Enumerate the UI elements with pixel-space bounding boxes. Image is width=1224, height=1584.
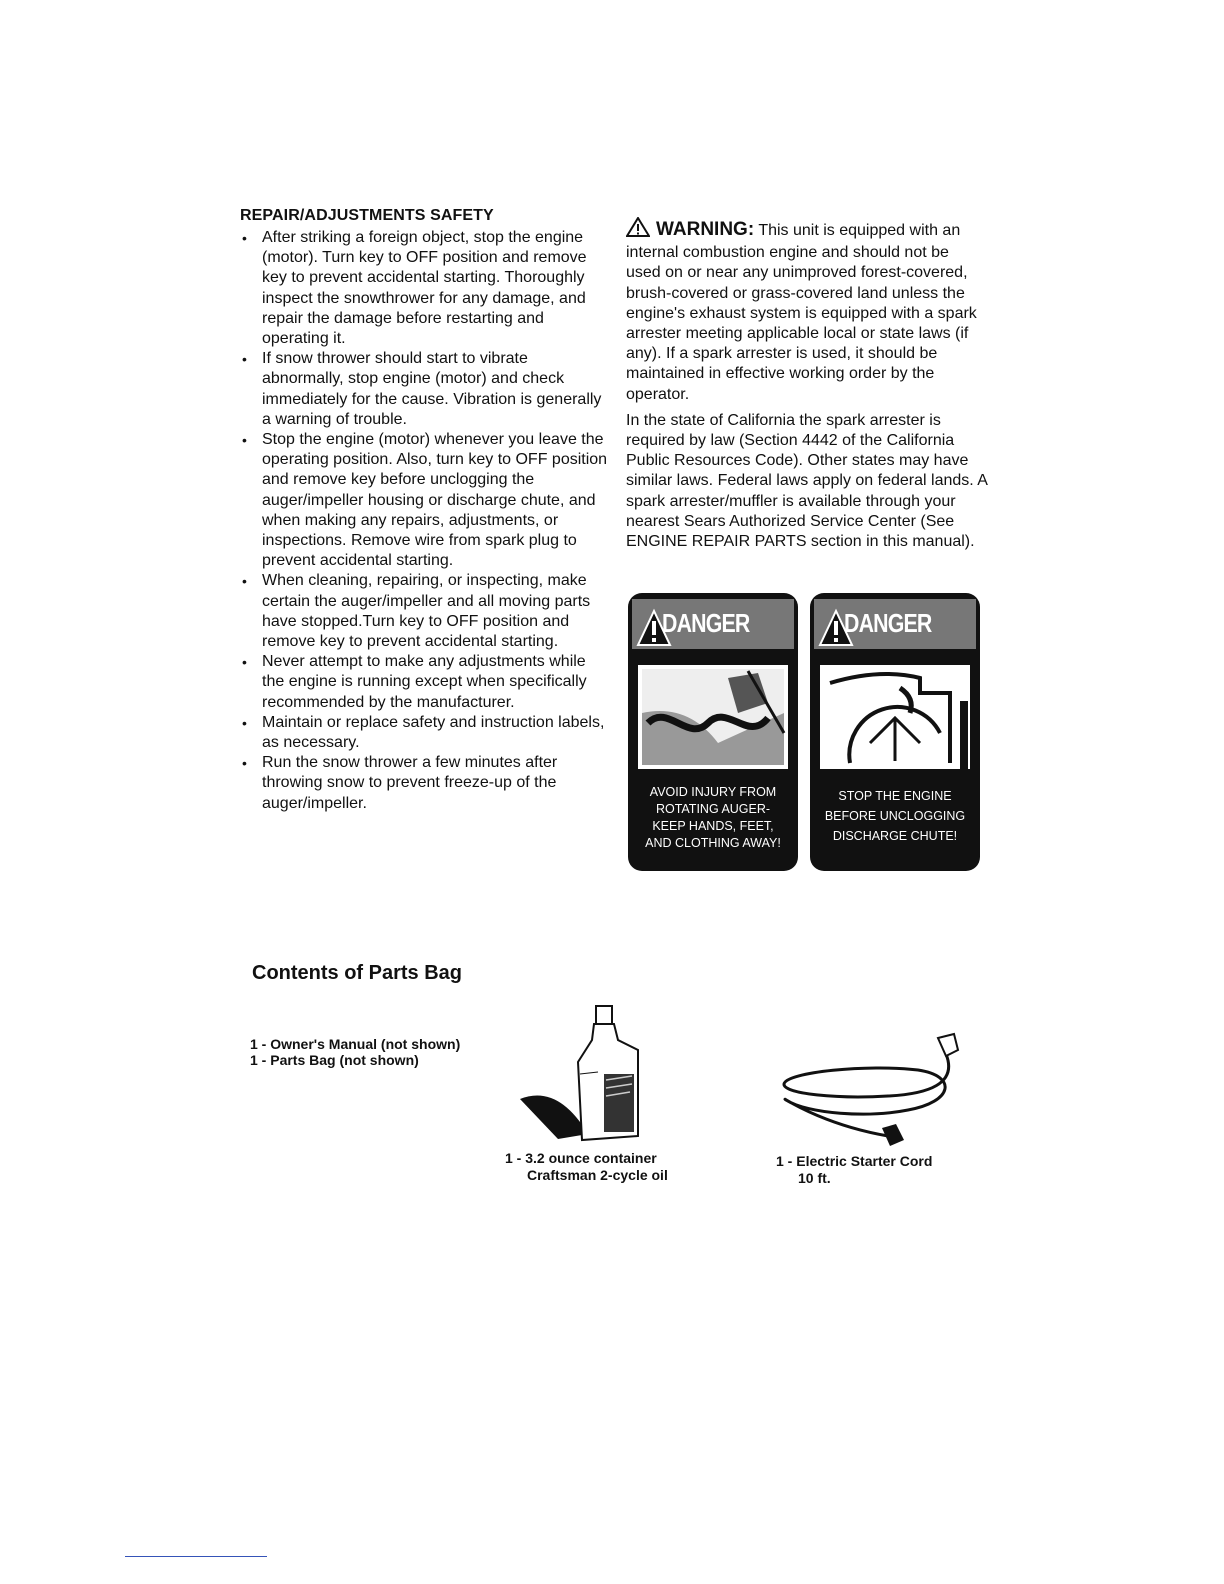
parts-list-item: 1 - Owner's Manual (not shown): [250, 1036, 461, 1052]
safety-item: • After striking a foreign object, stop the engine (motor). Turn key to OFF position and remove key to prevent accidental starting. Thoroughly inspect the snowthrower for any damage, and repair the damage before restarting and operating it.: [240, 228, 612, 349]
parts-list-item: 1 - Parts Bag (not shown): [250, 1052, 419, 1068]
oil-container-illustration: [518, 1004, 648, 1149]
safety-item: • Never attempt to make any adjustments while the engine is running except when specifically recommended by the manufacturer.: [240, 652, 612, 713]
safety-item: • Stop the engine (motor) whenever you leave the operating position. Also, turn key to OFF position and remove key before unclogging the auger/impeller housing or discharge chute, and when making any repairs, adjustments, or inspections. Remove wire from spark plug to prevent accidental starting.: [240, 430, 612, 571]
danger-line: ROTATING AUGER-: [655, 802, 771, 816]
safety-heading: REPAIR/ADJUSTMENTS SAFETY: [240, 207, 494, 224]
danger-heading: DANGER: [844, 608, 932, 638]
starter-cord-illustration: [778, 1024, 978, 1154]
danger-label-auger: [628, 593, 798, 871]
safety-item: • When cleaning, repairing, or inspecting, make certain the auger/impeller and all moving parts have stopped.Turn key to OFF position and remove key to prevent accidental starting.: [240, 571, 612, 652]
safety-item: • Maintain or replace safety and instruction labels, as necessary.: [240, 713, 612, 753]
cord-caption: [776, 1153, 932, 1187]
repair-safety-section: [240, 206, 612, 814]
oil-caption-line: 1 - 3.2 ounce container: [505, 1150, 657, 1166]
oil-caption: [505, 1150, 668, 1184]
warning-paragraph: [626, 217, 988, 405]
danger-line: AND CLOTHING AWAY!: [645, 836, 781, 850]
oil-caption-line: Craftsman 2-cycle oil: [527, 1167, 668, 1183]
danger-line: BEFORE UNCLOGGING: [824, 809, 966, 823]
cord-caption-line: 1 - Electric Starter Cord: [776, 1153, 933, 1169]
california-paragraph: In the state of California the spark arrester is required by law (Section 4442 of the California Public Resources Code). Other states may have similar laws. Federal laws apply on federal lands. A spark arrester/muffler is available through your nearest Sears Authorized Service Center (See ENGINE REPAIR PARTS section in this manual).: [626, 411, 988, 551]
warning-word: WARNING:: [656, 219, 755, 240]
safety-item: • Run the snow thrower a few minutes after throwing snow to prevent freeze-up of the auger/impeller.: [240, 753, 612, 814]
footer-rule: [125, 1556, 267, 1557]
danger-line: AVOID INJURY FROM: [649, 785, 777, 799]
cord-caption-line: 10 ft.: [798, 1170, 831, 1186]
danger-line: DISCHARGE CHUTE!: [832, 829, 958, 843]
safety-item: • If snow thrower should start to vibrate abnormally, stop engine (motor) and check immediately for the cause. Vibration is generally a warning of trouble.: [240, 349, 612, 430]
danger-heading: DANGER: [662, 608, 750, 638]
safety-list: [240, 228, 612, 814]
danger-text-auger: [628, 784, 798, 852]
parts-list: [250, 1036, 460, 1068]
warning-triangle-icon: [626, 217, 650, 243]
danger-label-chute: [810, 593, 980, 871]
danger-line: STOP THE ENGINE: [838, 789, 952, 803]
danger-text-chute: [810, 786, 980, 846]
warning-section: [626, 217, 988, 558]
warning-text: This unit is equipped with an internal combustion engine and should not be used on or near any unimproved forest-covered, brush-covered or grass-covered land unless the engine's exhaust system is equipped with a spark arrester meeting applicable local or state laws (if any). If a spark arrester is used, it should be maintained in effective working order by the operator.: [626, 222, 977, 403]
danger-line: KEEP HANDS, FEET,: [652, 819, 774, 833]
parts-heading: Contents of Parts Bag: [252, 962, 463, 984]
